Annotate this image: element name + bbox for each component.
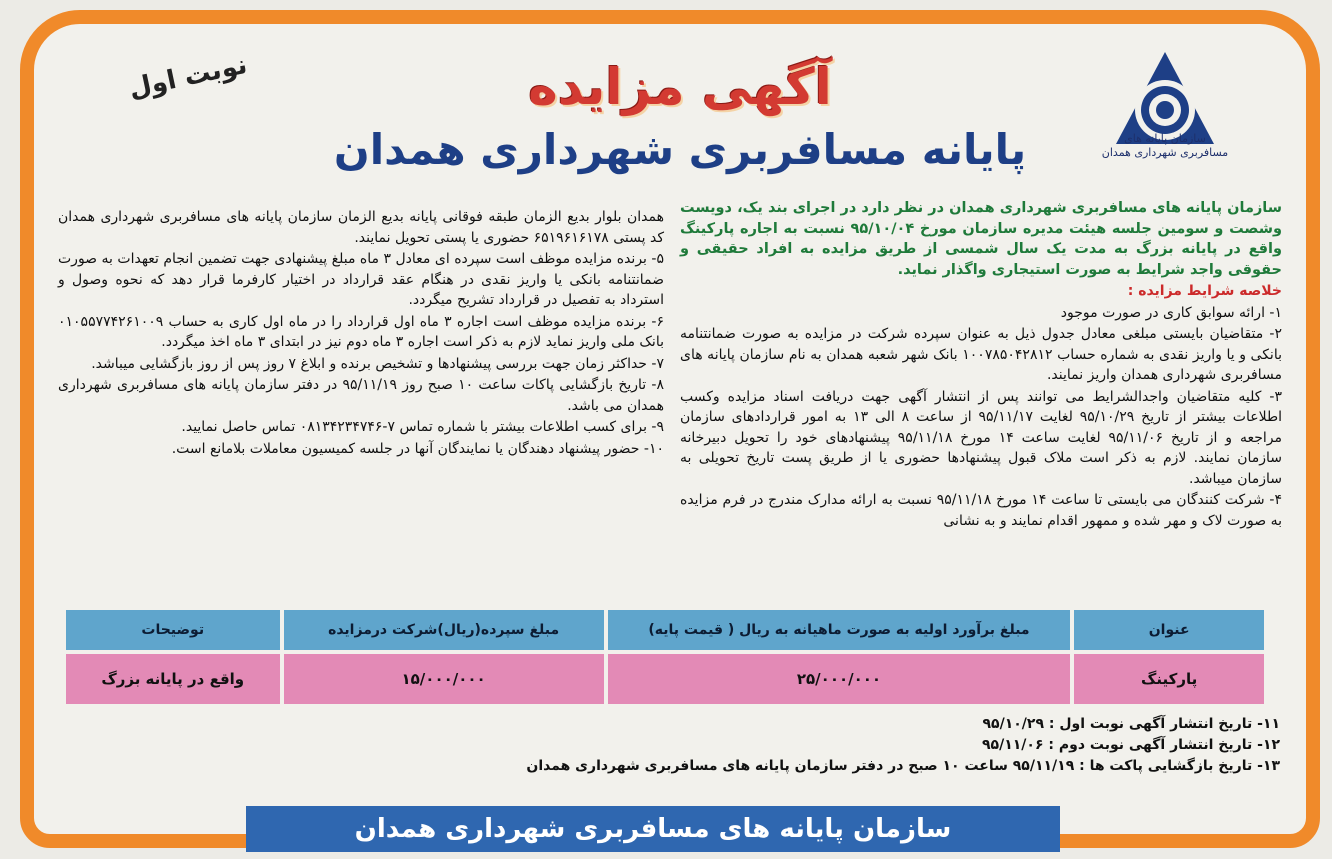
auction-table [62, 606, 1268, 708]
logo-caption: سازمان پایانه های مسافربری شهرداری همدان [1101, 132, 1229, 159]
condition-item: ۸- تاریخ بازگشایی پاکات ساعت ۱۰ صبح روز ۹۵/۱۱/۱۹ در دفتر سازمان پایانه های مسافربری شهرداری همدان می باشد. [58, 377, 664, 414]
footer-banner: سازمان پایانه های مسافربری شهرداری همدان [246, 806, 1060, 852]
condition-item: ۵- برنده مزایده موظف است سپرده ای معادل ۳ ماه مبلغ پیشنهادی جهت تضمین انجام تعهدات به صورت ضمانتنامه بانکی یا واریز نقدی در هنگام عقد قرارداد در اختیار کارفرما قرار دهد که نحوه وصول و استرداد به تفصیل در قرارداد تشریح میگردد. [58, 251, 664, 308]
date-item: ۱۳- تاریخ بازگشایی پاکت ها : ۹۵/۱۱/۱۹ ساعت ۱۰ صبح در دفتر سازمان پایانه های مسافربری شهرداری همدان [526, 758, 1280, 774]
date-item: ۱۲- تاریخ انتشار آگهی نوبت دوم : ۹۵/۱۱/۰۶ [982, 737, 1280, 753]
left-column [58, 207, 664, 460]
date-item: ۱۱- تاریخ انتشار آگهی نوبت اول : ۹۵/۱۰/۲۹ [982, 716, 1280, 732]
table-cell: ۲۵/۰۰۰/۰۰۰ [608, 654, 1071, 704]
condition-item: ۳- کلیه متقاضیان واجدالشرایط می توانند پس از انتشار آگهی جهت دریافت اسناد مزایده وکسب اطلاعات بیشتر از تاریخ ۹۵/۱۰/۲۹ لغایت ۹۵/۱۱/۱۷ از ساعت ۸ الی ۱۳ به امور قراردادهای سازمان مراجعه و از تاریخ ۹۵/۱۱/۰۶ لغایت ساعت ۱۴ مورخ ۹۵/۱۱/۱۸ پیشنهادهای خود را تحویل دبیرخانه سازمان نمایند. لازم به ذکر است ملاک قبول پیشنهادها حضوری یا از طریق پست تاریخ تحویلی به سازمان میباشد. [680, 388, 1282, 487]
dates-list [360, 714, 1280, 777]
intro-paragraph: سازمان پایانه های مسافربری شهرداری همدان در نظر دارد در اجرای بند یک، دویست وشصت و سومین جلسه هیئت مدیره سازمان مورخ ۹۵/۱۰/۰۴ نسبت به اجاره پارکینگ واقع در پایانه بزرگ به مدت یک سال شمسی از طریق مزایده به افراد حقیقی و حقوقی واجد شرایط به صورت استیجاری واگذار نماید. [680, 200, 1282, 278]
condition-item: ۴- شرکت کنندگان می بایستی تا ساعت ۱۴ مورخ ۹۵/۱۱/۱۸ نسبت به ارائه مدارک مندرج در فرم مزایده به صورت لاک و مهر شده و ممهور اقدام نمایند و به نشانی [680, 492, 1282, 529]
table-row [66, 654, 1264, 704]
condition-item: ۶- برنده مزایده موظف است اجاره ۳ ماه اول قرارداد را در ماه اول کاری به حساب ۰۱۰۵۵۷۷۴۲۶۱۰۰۹ بانک ملی واریز نماید لازم به ذکر است اجاره ۳ ماه دوم نیز در ابتدای ۳ ماه اخذ میگردد. [58, 313, 664, 350]
condition-item: همدان بلوار بدیع الزمان طبقه فوقانی پایانه بدیع الزمان سازمان پایانه های مسافربری شهرداری همدان کد پستی ۶۵۱۹۶۱۶۱۷۸ حضوری یا پستی تحویل نمایند. [58, 209, 664, 246]
right-column [680, 198, 1282, 532]
table-header: مبلغ برآورد اولیه به صورت ماهیانه به ریال ( قیمت پایه) [608, 610, 1071, 650]
table-cell: پارکینگ [1074, 654, 1264, 704]
table-header-row [66, 610, 1264, 650]
table-header: عنوان [1074, 610, 1264, 650]
table-header: توضیحات [66, 610, 280, 650]
condition-item: ۱۰- حضور پیشنهاد دهندگان یا نمایندگان آنها در جلسه کمیسیون معاملات بلامانع است. [171, 440, 664, 457]
condition-item: ۷- حداکثر زمان جهت بررسی پیشنهادها و تشخیص برنده و ابلاغ ۷ روز پس از روز بازگشایی میباشد. [91, 355, 664, 372]
condition-item: ۲- متقاضیان بایستی مبلغی معادل جدول ذیل به عنوان سپرده شرکت در مزایده به صورت ضمانتنامه بانکی و یا واریز نقدی به شماره حساب ۱۰۰۷۸۵۰۴۲۸۱۲ بانک شهر شعبه همدان به نام سازمان پایانه های مسافربری شهرداری همدان واریز نمایند. [680, 326, 1282, 383]
notice-subtitle: پایانه مسافربری شهرداری همدان [333, 125, 1027, 174]
condition-item: ۱- ارائه سوابق کاری در صورت موجود [1060, 304, 1282, 321]
table-header: مبلغ سپرده(ریال)شرکت درمزایده [284, 610, 604, 650]
table-cell: واقع در پایانه بزرگ [66, 654, 280, 704]
condition-item: ۹- برای کسب اطلاعات بیشتر با شماره تماس ۷-۰۸۱۳۴۲۳۴۷۴۶ تماس حاصل نمایید. [181, 419, 664, 435]
notice-title: آگهی مزایده [528, 58, 832, 116]
summary-heading: خلاصه شرایط مزایده : [1127, 283, 1282, 299]
table-cell: ۱۵/۰۰۰/۰۰۰ [284, 654, 604, 704]
edition-badge: نوبت اول [126, 49, 250, 105]
